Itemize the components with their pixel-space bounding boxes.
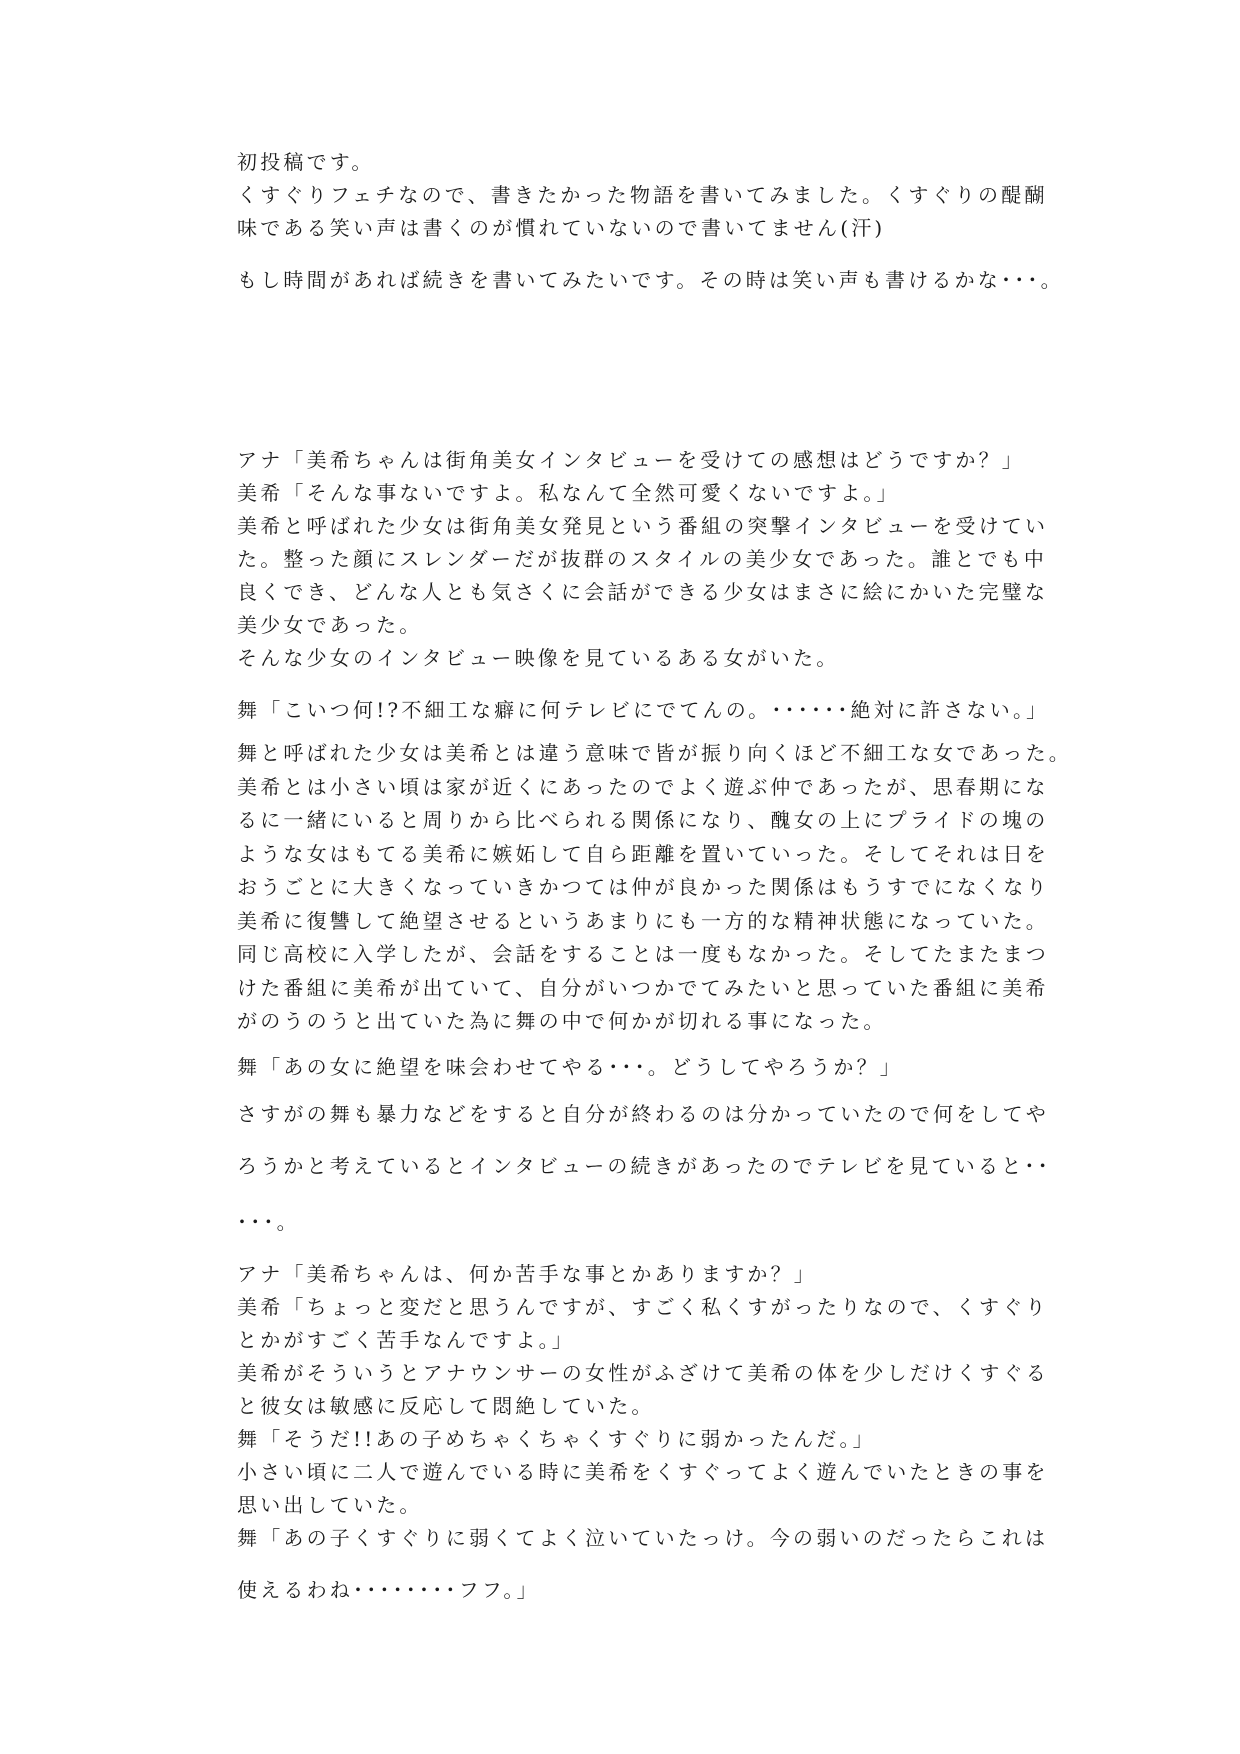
story-line: 美希と呼ばれた少女は街角美女発見という番組の突撃インタビューを受けてい <box>237 514 1049 538</box>
story-line: 美希「そんな事ないですよ。私なんて全然可愛くないですよ。」 <box>237 481 900 505</box>
story-line: 小さい頃に二人で遊んでいる時に美希をくすぐってよく遊んでいたときの事を <box>237 1460 1049 1484</box>
story-line: さすがの舞も暴力などをすると自分が終わるのは分かっていたので何をしてや <box>237 1102 1049 1126</box>
story-line: そんな少女のインタビュー映像を見ているある女がいた。 <box>237 646 840 670</box>
preface-line: もし時間があれば続きを書いてみたいです。その時は笑い声も書けるかな･･･。 <box>237 268 1064 292</box>
story-line: 思い出していた。 <box>237 1493 423 1517</box>
story-line: とかがすごく苦手なんですよ。」 <box>237 1328 575 1352</box>
story-line: 良くでき、どんな人とも気さくに会話ができる少女はまさに絵にかいた完璧な <box>237 580 1049 604</box>
story-line: アナ「美希ちゃんは、何か苦手な事とかありますか？」 <box>237 1262 817 1286</box>
story-line: 美希「ちょっと変だと思うんですが、すごく私くすがったりなので、くすぐり <box>237 1295 1049 1319</box>
story-line: 舞と呼ばれた少女は美希とは違う意味で皆が振り向くほど不細工な女であった。 <box>237 741 1072 765</box>
story-line: がのうのうと出ていた為に舞の中で何かが切れる事になった。 <box>237 1009 887 1033</box>
story-line: 美希とは小さい頃は家が近くにあったのでよく遊ぶ仲であったが、思春期にな <box>237 775 1049 799</box>
preface-line: くすぐりフェチなので、書きたかった物語を書いてみました。くすぐりの醍醐 <box>237 183 1048 207</box>
story-line: 舞「あの子くすぐりに弱くてよく泣いていたっけ。今の弱いのだったらこれは <box>237 1526 1049 1550</box>
story-line: 美希に復讐して絶望させるというあまりにも一方的な精神状態になっていた。 <box>237 909 1049 933</box>
story-line: 美少女であった。 <box>237 613 423 637</box>
story-line: ろうかと考えているとインタビューの続きがあったのでテレビを見ていると･･ <box>237 1154 1051 1178</box>
story-line: 舞「そうだ!!あの子めちゃくちゃくすぐりに弱かったんだ。」 <box>237 1427 876 1451</box>
story-line: アナ「美希ちゃんは街角美女インタビューを受けての感想はどうですか？」 <box>237 448 1025 472</box>
story-line: ･･･。 <box>237 1210 300 1234</box>
story-line: 舞「こいつ何!?不細工な癖に何テレビにでてんの。･･････絶対に許さない。」 <box>237 698 1050 722</box>
story-line: 同じ高校に入学したが、会話をすることは一度もなかった。そしてたまたまつ <box>237 942 1049 966</box>
preface-line: 味である笑い声は書くのが慣れていないので書いてません(汗) <box>237 216 886 240</box>
preface-line: 初投稿です。 <box>237 150 375 174</box>
story-line: けた番組に美希が出ていて、自分がいつかでてみたいと思っていた番組に美希 <box>237 976 1049 1000</box>
story-line: た。整った顔にスレンダーだが抜群のスタイルの美少女であった。誰とでも中 <box>237 547 1048 571</box>
story-line: るに一緒にいると周りから比べられる関係になり、醜女の上にプライドの塊の <box>237 808 1049 832</box>
story-line: 舞「あの女に絶望を味会わせてやる･･･。どうしてやろうか？」 <box>237 1055 903 1079</box>
story-line: と彼女は敏感に反応して悶絶していた。 <box>237 1394 655 1418</box>
story-line: 使えるわね････････フフ。」 <box>237 1578 540 1602</box>
story-line: ような女はもてる美希に嫉妬して自ら距離を置いていった。そしてそれは日を <box>237 842 1049 866</box>
story-line: おうごとに大きくなっていきかつては仲が良かった関係はもうすでになくなり <box>237 875 1050 899</box>
story-line: 美希がそういうとアナウンサーの女性がふざけて美希の体を少しだけくすぐる <box>237 1361 1049 1385</box>
